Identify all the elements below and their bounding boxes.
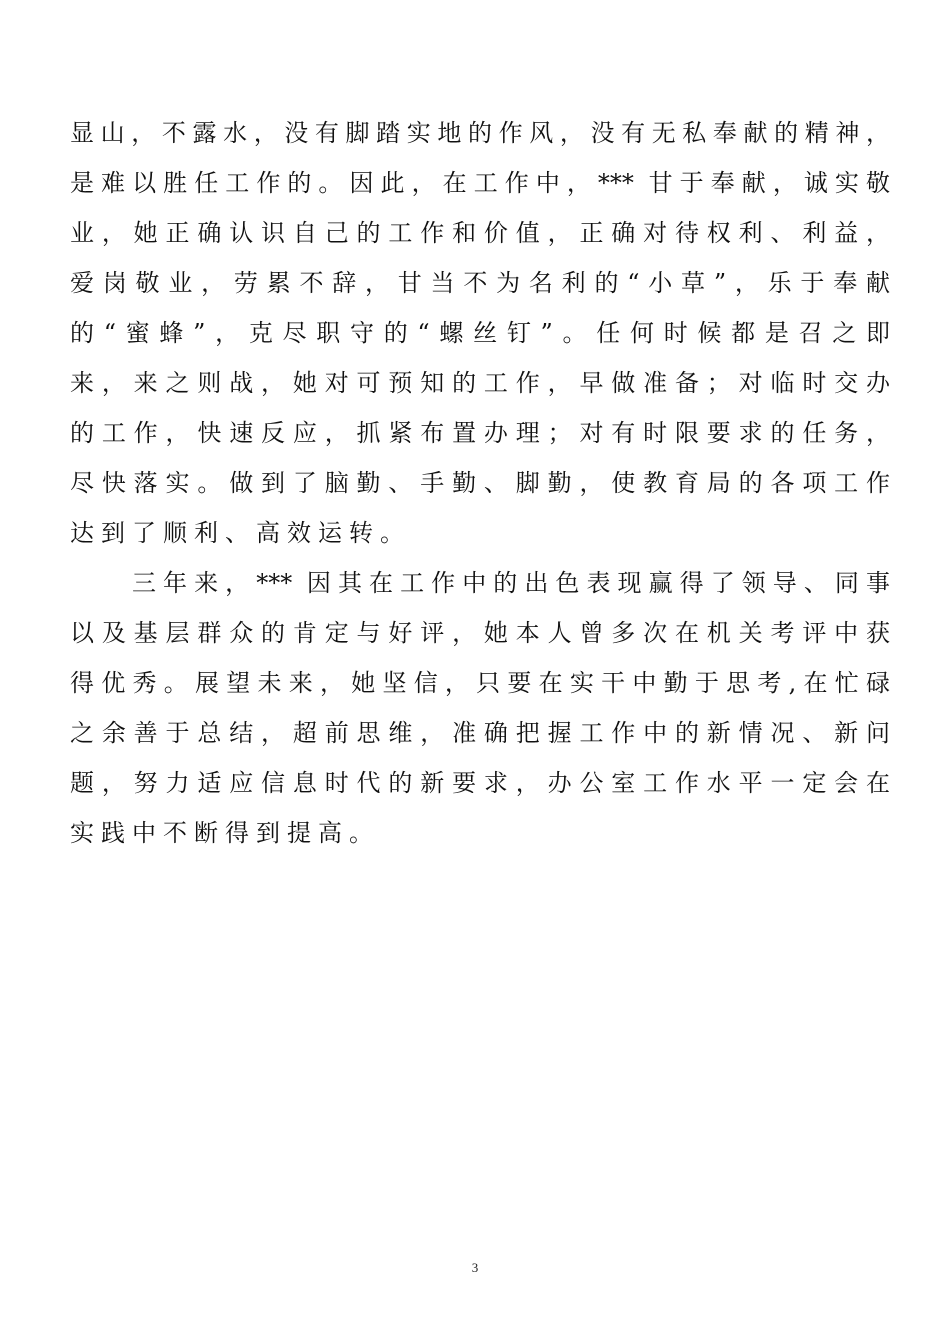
text-line: 得优秀。展望未来，她坚信，只要在实干中勤于思考,在忙碌 (70, 669, 890, 697)
text-line: 题，努力适应信息时代的新要求，办公室工作水平一定会在 (70, 769, 890, 797)
text-line: 来，来之则战，她对可预知的工作，早做准备；对临时交办 (70, 369, 890, 397)
text-line: 的“蜜蜂”，克尽职守的“螺丝钉”。任何时候都是召之即 (70, 319, 890, 347)
text-line: 以及基层群众的肯定与好评，她本人曾多次在机关考评中获 (70, 619, 890, 647)
text-line: 的工作，快速反应，抓紧布置办理；对有时限要求的任务， (70, 419, 890, 447)
paragraph-end-line: 实践中不断得到提高。 (70, 819, 380, 847)
text-line: 尽快落实。做到了脑勤、手勤、脚勤，使教育局的各项工作 (70, 469, 890, 497)
paragraph-first-line: 三年来，*** 因其在工作中的出色表现赢得了领导、同事 (132, 569, 890, 597)
body-text (70, 108, 890, 858)
text-line: 业，她正确认识自己的工作和价值，正确对待权利、利益， (70, 219, 890, 247)
page-number: 3 (471, 1260, 479, 1275)
text-line: 是难以胜任工作的。因此，在工作中，*** 甘于奉献，诚实敬 (70, 169, 890, 197)
paragraph-end-line: 达到了顺利、高效运转。 (70, 519, 411, 547)
text-line: 爱岗敬业，劳累不辞，甘当不为名利的“小草”，乐于奉献 (70, 269, 890, 297)
text-line: 显山，不露水，没有脚踏实地的作风，没有无私奉献的精神， (70, 119, 890, 147)
text-line: 之余善于总结，超前思维，准确把握工作中的新情况、新问 (70, 719, 890, 747)
